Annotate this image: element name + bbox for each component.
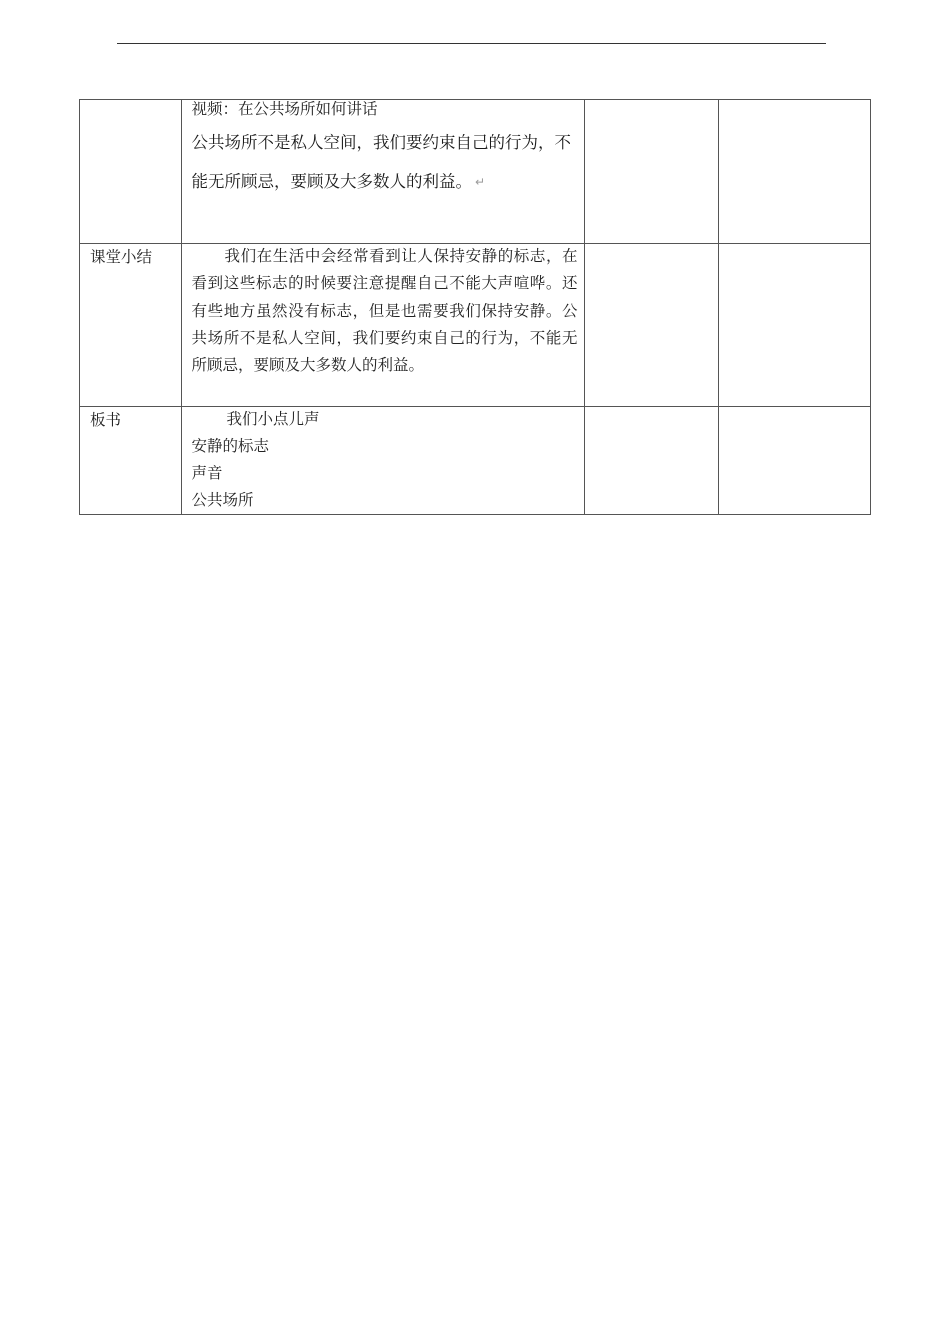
table-row-video [80,100,871,244]
video-body-sentence: 公共场所不是私人空间，我们要约束自己的行为，不能无所顾忌，要顾及大多数人的利益。 [191,133,571,191]
row-label-summary: 课堂小结 [80,244,182,407]
table-row-summary [80,244,871,407]
row-label-blackboard: 板书 [80,407,182,515]
blackboard-content-cell [181,407,584,515]
empty-cell [584,407,719,515]
paragraph-return-icon: ↵ [475,175,486,189]
summary-content-cell [181,244,584,407]
empty-cell [719,407,871,515]
blackboard-line: 公共场所 [191,491,254,509]
lesson-plan-table [79,99,871,515]
video-content-cell [181,100,584,244]
video-title: 视频：在公共场所如何讲话 [191,100,378,118]
summary-text: 我们在生活中会经常看到让人保持安静的标志，在看到这些标志的时候要注意提醒自己不能大声喧哗。还有些地方虽然没有标志，但是也需要我们保持安静。公共场所不是私人空间，我们要约束自己的行为，不能无所顾忌，要顾及大多数人的利益。 [191,247,578,375]
blackboard-line: 安静的标志 [191,437,270,455]
blackboard-line-title: 我们小点儿声 [226,410,320,428]
video-body-text [192,123,578,202]
empty-cell [584,100,719,244]
empty-cell [719,100,871,244]
row-label-video [80,100,182,244]
empty-cell [584,244,719,407]
header-rule [117,43,826,44]
empty-cell [719,244,871,407]
blackboard-line: 声音 [191,464,223,482]
table-row-blackboard [80,407,871,515]
